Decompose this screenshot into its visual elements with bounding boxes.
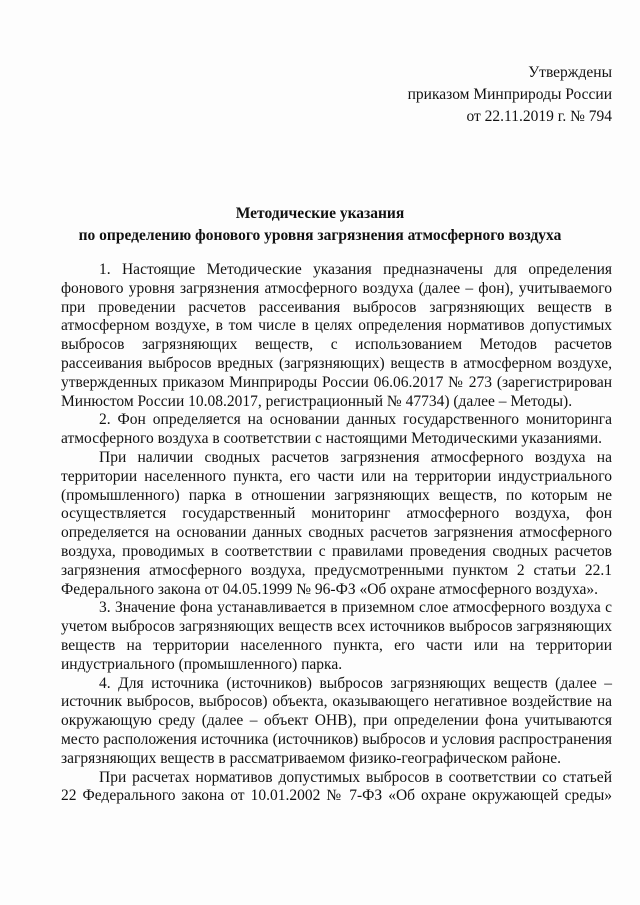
paragraph-5: 4. Для источника (источников) выбросов загрязняющих веществ (далее – источник выбросов, выбросов) объекта, оказывающего негативное воздействие на окружающую среду (далее – объект ОНВ), при определении фона учитываются место расположения источника (источников) выбросов и условия распространения загрязняющих веществ в рассматриваемом физико-географическом районе. xyxy=(61,674,612,767)
paragraph-2: 2. Фон определяется на основании данных государственного мониторинга атмосферного воздуха в соответствии с настоящими Методическими указаниями. xyxy=(61,411,612,448)
document-body xyxy=(61,261,612,806)
document-title xyxy=(0,203,640,247)
title-line-2: по определению фонового уровня загрязнения атмосферного воздуха xyxy=(78,227,562,244)
approval-line-date: от 22.11.2019 г. № 794 xyxy=(466,108,612,125)
paragraph-1: 1. Настоящие Методические указания предназначены для определения фонового уровня загрязнения атмосферного воздуха (далее – фон), учитываемого при проведении расчетов рассеивания выбросов загрязняющих веществ в атмосферном воздухе, в том числе в целях определения нормативов допустимых выбросов загрязняющих веществ, с использованием Методов расчетов рассеивания выбросов вредных (загрязняющих) веществ в атмосферном воздухе, утвержденных приказом Минприроды России 06.06.2017 № 273 (зарегистрирован Минюстом России 10.08.2017, регистрационный № 47734) (далее – Методы). xyxy=(61,261,612,410)
approval-line-order: приказом Минприроды России xyxy=(407,86,612,103)
approval-block xyxy=(408,62,612,128)
approval-line-approved: Утверждены xyxy=(528,64,612,81)
paragraph-6: При расчетах нормативов допустимых выбросов в соответствии со статьей 22 Федерального закона от 10.01.2002 № 7-ФЗ «Об охране окружающей среды» xyxy=(61,768,612,805)
paragraph-3: При наличии сводных расчетов загрязнения атмосферного воздуха на территории населенного пункта, его части или на территории индустриального (промышленного) парка в отношении загрязняющих веществ, по которым не осуществляется государственный мониторинг атмосферного воздуха, фон определяется на основании данных сводных расчетов загрязнения атмосферного воздуха, проводимых в соответствии с правилами проведения сводных расчетов загрязнения атмосферного воздуха, предусмотренными пунктом 2 статьи 22.1 Федерального закона от 04.05.1999 № 96-ФЗ «Об охране атмосферного воздуха». xyxy=(61,448,612,598)
paragraph-4: 3. Значение фона устанавливается в приземном слое атмосферного воздуха с учетом выбросов загрязняющих веществ всех источников выбросов загрязняющих веществ на территории населенного пункта, его части или на территории индустриального (промышленного) парка. xyxy=(61,599,612,673)
title-line-1: Методические указания xyxy=(235,205,405,222)
